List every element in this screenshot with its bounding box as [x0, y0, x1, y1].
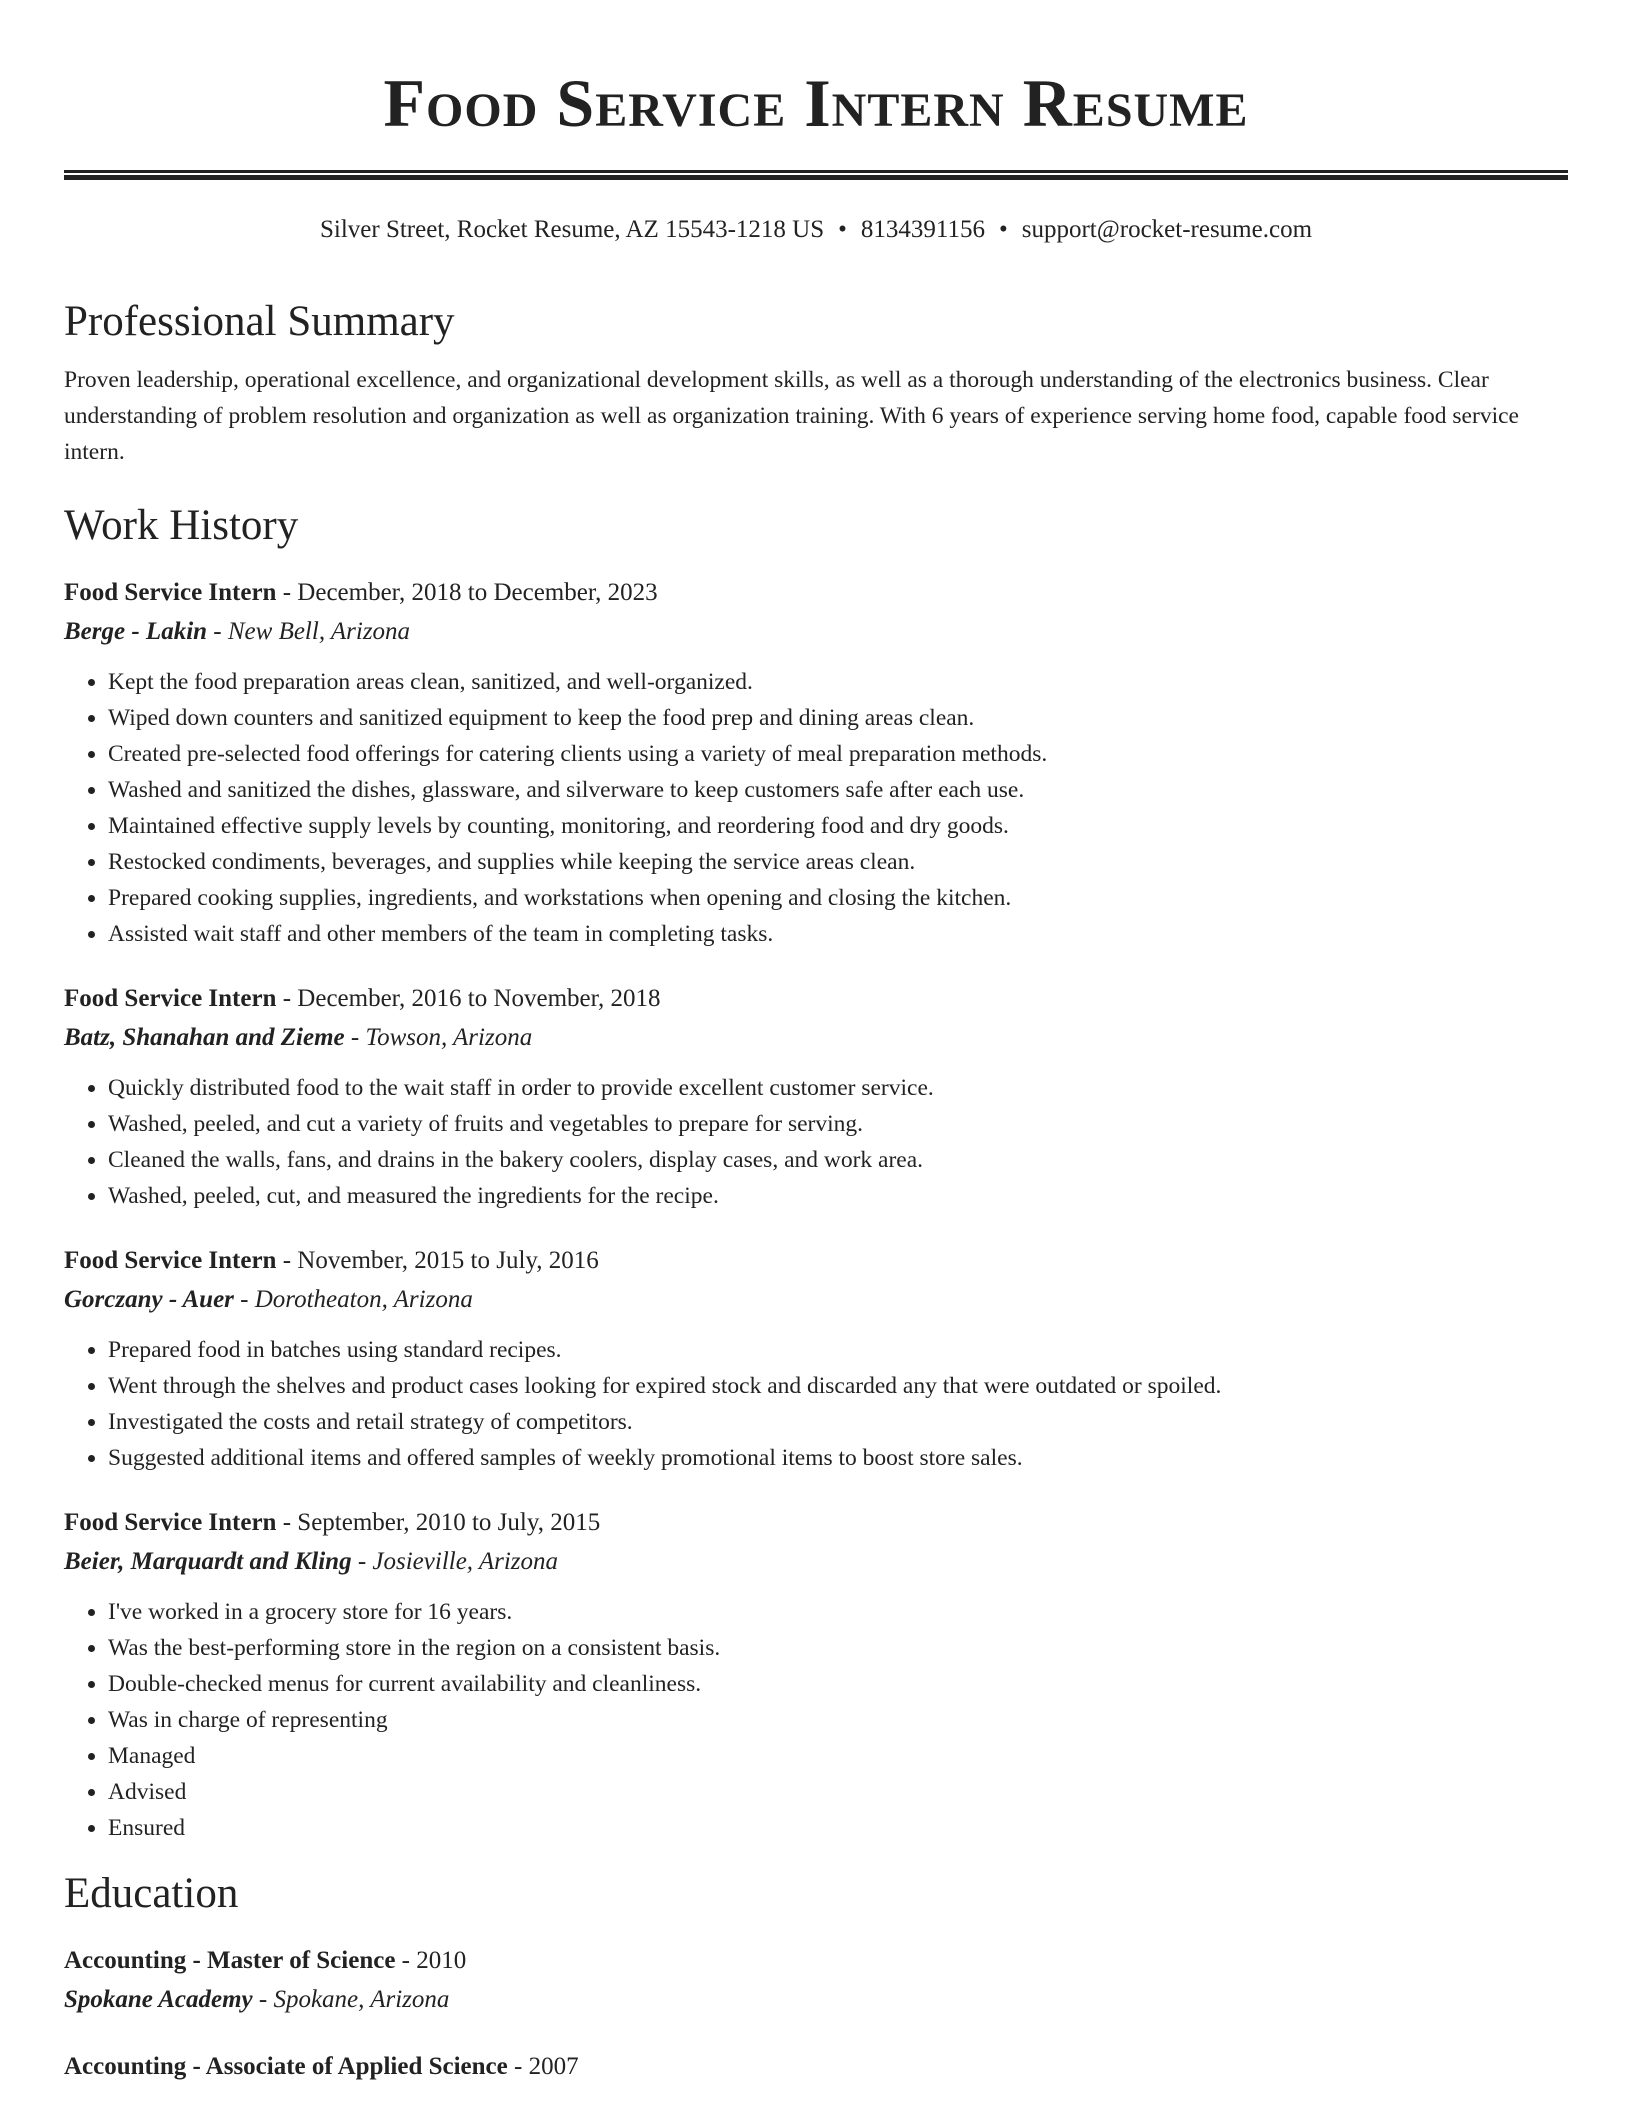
list-item: • Double-checked menus for current availability and cleanliness.	[108, 1666, 1568, 1702]
job-company: Batz, Shanahan and Zieme	[64, 1024, 345, 1051]
contact-email: support@rocket-resume.com	[1021, 216, 1313, 243]
summary-text: Proven leadership, operational excellence, and organizational development skills, as well as a thorough understanding of the electronics business. Clear understanding of problem resolution and organization as well as organization training. With 6 years of experience serving home food, capable food service intern.	[64, 367, 1519, 465]
title-double-rule	[64, 170, 1568, 180]
job-employer	[64, 1542, 1568, 1582]
job-entry	[64, 574, 1568, 952]
job-bullets	[64, 1070, 1568, 1214]
job-employer	[64, 612, 1568, 652]
contact-separator: •	[838, 216, 847, 243]
job-location: - Towson, Arizona	[344, 1024, 533, 1051]
list-item: • Assisted wait staff and other members of the team in completing tasks.	[108, 916, 1568, 952]
list-item: • Suggested additional items and offered samples of weekly promotional items to boost store sales.	[108, 1440, 1568, 1476]
job-header	[64, 980, 1568, 1018]
education-entry	[64, 1942, 1568, 2020]
job-dates: - September, 2010 to July, 2015	[276, 1509, 601, 1536]
job-location: - Dorotheaton, Arizona	[233, 1286, 473, 1313]
contact-address: Silver Street, Rocket Resume, AZ 15543-1218 US	[319, 216, 825, 243]
list-item: • Was the best-performing store in the region on a consistent basis.	[108, 1630, 1568, 1666]
job-dates: - November, 2015 to July, 2016	[276, 1247, 599, 1274]
education-school-line	[64, 1980, 1568, 2020]
list-item: • Investigated the costs and retail strategy of competitors.	[108, 1404, 1568, 1440]
list-item: • Prepared food in batches using standard recipes.	[108, 1332, 1568, 1368]
contact-separator: •	[998, 216, 1008, 243]
education-header	[64, 1942, 1568, 1980]
list-item: • Managed	[108, 1738, 1568, 1774]
job-company: Berge - Lakin	[64, 618, 208, 645]
list-item: • Wiped down counters and sanitized equipment to keep the food prep and dining areas clean.	[108, 700, 1568, 736]
list-item: • Maintained effective supply levels by counting, monitoring, and reordering food and dry goods.	[108, 808, 1568, 844]
job-role: Food Service Intern	[64, 1509, 277, 1536]
education-header	[64, 2048, 1568, 2086]
job-company: Gorczany - Auer	[64, 1286, 234, 1313]
list-item: • Kept the food preparation areas clean, sanitized, and well-organized.	[108, 664, 1568, 700]
list-item: • Prepared cooking supplies, ingredients, and workstations when opening and closing the kitchen.	[108, 880, 1568, 916]
list-item: • Advised	[108, 1774, 1568, 1810]
list-item: • Washed and sanitized the dishes, glassware, and silverware to keep customers safe after each use.	[108, 772, 1568, 808]
job-bullets	[64, 664, 1568, 952]
job-employer	[64, 1280, 1568, 1320]
education-heading: Education	[64, 1870, 239, 1917]
list-item: • Quickly distributed food to the wait staff in order to provide excellent customer service.	[108, 1070, 1568, 1106]
contact-line	[64, 214, 1568, 246]
job-role: Food Service Intern	[64, 579, 277, 606]
summary-heading: Professional Summary	[64, 298, 455, 345]
education-degree: Accounting - Associate of Applied Science	[64, 2053, 508, 2080]
list-item: • Created pre-selected food offerings for catering clients using a variety of meal preparation methods.	[108, 736, 1568, 772]
job-bullets	[64, 1594, 1568, 1846]
list-item: • Washed, peeled, and cut a variety of fruits and vegetables to prepare for serving.	[108, 1106, 1568, 1142]
job-dates: - December, 2016 to November, 2018	[276, 985, 661, 1012]
job-company: Beier, Marquardt and Kling	[64, 1548, 352, 1575]
education-year: - 2010	[395, 1947, 467, 1974]
job-header	[64, 1504, 1568, 1542]
list-item: • Washed, peeled, cut, and measured the ingredients for the recipe.	[108, 1178, 1568, 1214]
education-year: - 2007	[507, 2053, 579, 2080]
job-employer	[64, 1018, 1568, 1058]
job-entry	[64, 1242, 1568, 1476]
list-item: • Ensured	[108, 1810, 1568, 1846]
job-dates: - December, 2018 to December, 2023	[276, 579, 658, 606]
job-entry	[64, 1504, 1568, 1846]
list-item: • I've worked in a grocery store for 16 years.	[108, 1594, 1568, 1630]
job-location: - Josieville, Arizona	[351, 1548, 559, 1575]
resume-title: Food Service Intern Resume	[383, 65, 1249, 141]
education-school: Spokane Academy	[64, 1986, 253, 2013]
job-header	[64, 1242, 1568, 1280]
list-item: • Restocked condiments, beverages, and supplies while keeping the service areas clean.	[108, 844, 1568, 880]
list-item: • Cleaned the walls, fans, and drains in the bakery coolers, display cases, and work area.	[108, 1142, 1568, 1178]
education-entry	[64, 2048, 1568, 2086]
job-role: Food Service Intern	[64, 985, 277, 1012]
list-item: • Was in charge of representing	[108, 1702, 1568, 1738]
job-bullets	[64, 1332, 1568, 1476]
work-history-heading: Work History	[64, 502, 299, 549]
job-entry	[64, 980, 1568, 1214]
list-item: • Went through the shelves and product cases looking for expired stock and discarded any that were outdated or spoiled.	[108, 1368, 1568, 1404]
job-location: - New Bell, Arizona	[207, 618, 411, 645]
contact-phone: 8134391156	[860, 216, 985, 243]
job-header	[64, 574, 1568, 612]
education-degree: Accounting - Master of Science	[64, 1947, 396, 1974]
education-location: - Spokane, Arizona	[252, 1986, 450, 2013]
resume-page	[64, 0, 1568, 2086]
job-role: Food Service Intern	[64, 1247, 277, 1274]
